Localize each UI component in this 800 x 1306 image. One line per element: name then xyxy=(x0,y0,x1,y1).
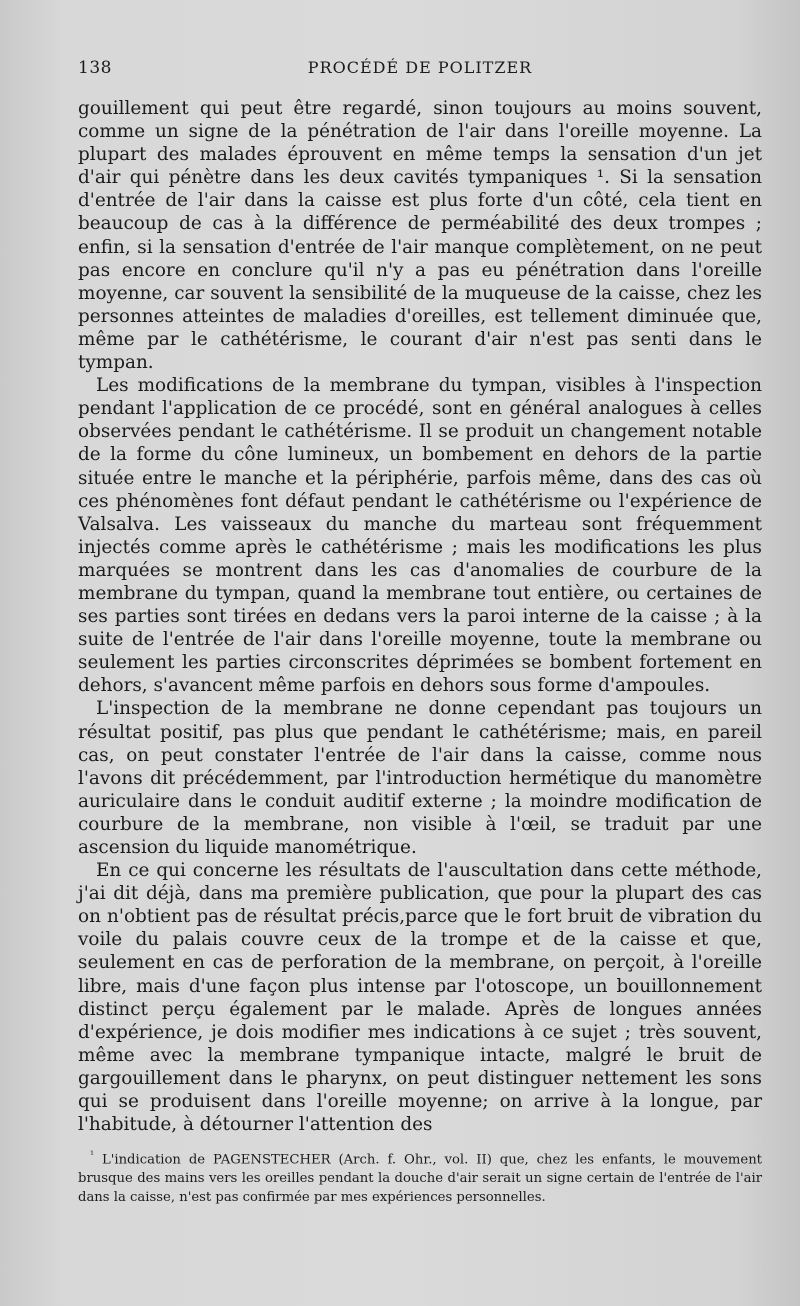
paragraph-1: gouillement qui peut être regardé, sinon toujours au moins souvent, comme un signe de la pénétration de l'air dans l'oreille moyenne. La plupart des malades éprouvent en même temps la sensation d'un jet d'air qui pénètre dans les deux cavités tympaniques ¹. Si la sensation d'entrée de l'air dans la caisse est plus forte d'un côté, cela tient en beaucoup de cas à la différence de perméabilité des deux trompes ; enfin, si la sensation d'entrée de l'air manque complètement, on ne peut pas encore en conclure qu'il n'y a pas eu pénétration dans l'oreille moyenne, car souvent la sensibilité de la muqueuse de la caisse, chez les personnes atteintes de maladies d'oreilles, est tellement diminuée que, même par le cathétérisme, le courant d'air n'est pas senti dans le tympan. xyxy=(78,98,762,374)
footnote-marker: ¹ xyxy=(90,1150,95,1161)
paragraph-3: L'inspection de la membrane ne donne cependant pas toujours un résultat positif, pas plus que pendant le cathétérisme; mais, en pareil cas, on peut constater l'entrée de l'air dans la caisse, comme nous l'avons dit précédemment, par l'introduction hermétique du manomètre auriculaire dans le conduit auditif externe ; la moindre modification de courbure de la membrane, non visible à l'œil, se traduit par une ascension du liquide manométrique. xyxy=(78,698,762,858)
page-header xyxy=(78,58,762,88)
page-number: 138 xyxy=(78,58,112,78)
footnote-text: L'indication de PAGENSTECHER (Arch. f. Ohr., vol. II) que, chez les enfants, le mouvement brusque des mains vers les oreilles pendant la douche d'air serait un signe certain de l'entrée de l'air dans la caisse, n'est pas confirmée par mes expériences personnelles. xyxy=(78,1152,762,1206)
footnote-paragraph xyxy=(78,1146,762,1207)
paragraph-4: En ce qui concerne les résultats de l'auscultation dans cette méthode, j'ai dit déjà, dans ma première publication, que pour la plupart des cas on n'obtient pas de résultat précis,parce que le fort bruit de vibration du voile du palais couvre ceux de la trompe et de la caisse et que, seulement en cas de perforation de la membrane, on perçoit, à l'oreille libre, mais d'une façon plus intense par l'otoscope, un bouillonnement distinct perçu également par le malade. Après de longues années d'expérience, je dois modifier mes indications à ce sujet ; très souvent, même avec la membrane tympanique intacte, malgré le bruit de gargouillement dans le pharynx, on peut distinguer nettement les sons qui se produisent dans l'oreille moyenne; on arrive à la longue, par l'habitude, à détourner l'attention des xyxy=(78,860,762,1136)
paragraph-2: Les modifications de la membrane du tympan, visibles à l'inspection pendant l'application de ce procédé, sont en général analogues à celles observées pendant le cathétérisme. Il se produit un changement notable de la forme du cône lumineux, un bombement en dehors de la partie située entre le manche et la périphérie, parfois même, dans des cas où ces phénomènes font défaut pendant le cathétérisme ou l'expérience de Valsalva. Les vaisseaux du manche du marteau sont fréquemment injectés comme après le cathétérisme ; mais les modifications les plus marquées se montrent dans les cas d'anomalies de courbure de la membrane du tympan, quand la membrane tout entière, ou certaines de ses parties sont tirées en dedans vers la paroi interne de la caisse ; à la suite de l'entrée de l'air dans l'oreille moyenne, toute la membrane ou seulement les parties circonscrites déprimées se bombent fortement en dehors, s'avancent même parfois en dehors sous forme d'ampoules. xyxy=(78,375,762,697)
footnote xyxy=(78,1146,762,1207)
body-text xyxy=(78,97,762,1136)
running-title: PROCÉDÉ DE POLITZER xyxy=(307,58,533,77)
